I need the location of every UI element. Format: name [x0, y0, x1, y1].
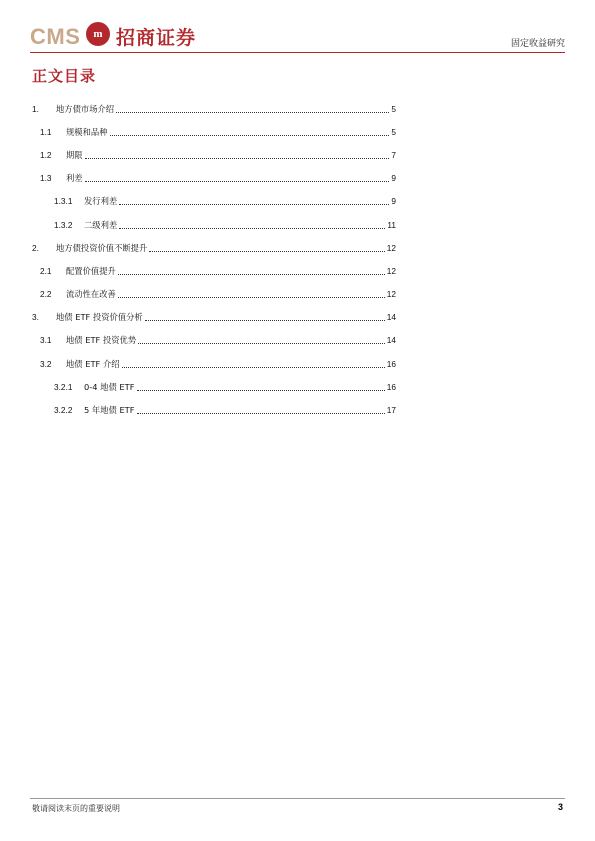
toc-entry-page: 12	[386, 242, 396, 253]
toc-dot-leader	[116, 111, 389, 113]
toc-dot-leader	[119, 227, 385, 229]
toc-entry-number: 3.2.2	[54, 405, 73, 416]
toc-dot-leader	[145, 319, 385, 321]
toc-entry-page: 5	[391, 103, 396, 114]
toc-entry[interactable]	[32, 375, 396, 398]
toc-dot-leader	[118, 273, 385, 275]
header-section-label: 固定收益研究	[510, 39, 565, 49]
toc-dot-leader	[149, 250, 384, 252]
table-of-contents	[32, 97, 396, 422]
toc-entry-page: 7	[391, 149, 396, 160]
toc-entry-label: 发行利差	[84, 196, 118, 207]
toc-entry-page: 17	[386, 405, 396, 416]
page-number: 3	[557, 802, 563, 812]
toc-dot-leader	[119, 203, 389, 205]
toc-entry-number: 3.2.1	[54, 381, 73, 392]
toc-entry[interactable]	[32, 329, 396, 352]
toc-entry-label: 地债 ETF 投资优势	[66, 335, 137, 346]
toc-entry[interactable]	[32, 398, 396, 421]
toc-entry-number: 1.3.2	[54, 219, 73, 230]
toc-entry-label: 地方债市场介绍	[56, 103, 115, 114]
toc-entry-label: 期限	[66, 149, 83, 160]
toc-dot-leader	[85, 180, 390, 182]
toc-entry-number: 2.1	[40, 265, 52, 276]
toc-entry-label: 地债 ETF 投资价值分析	[56, 312, 143, 323]
toc-entry[interactable]	[32, 283, 396, 306]
toc-entry-label: 0-4 地债 ETF	[84, 381, 135, 392]
toc-entry-number: 2.	[32, 242, 39, 253]
toc-entry-number: 1.1	[40, 126, 52, 137]
toc-entry-number: 3.2	[40, 358, 52, 369]
toc-entry-number: 1.3.1	[54, 196, 73, 207]
toc-entry-number: 1.	[32, 103, 39, 114]
toc-title: 正文目录	[32, 67, 97, 85]
toc-entry[interactable]	[32, 190, 396, 213]
toc-dot-leader	[138, 342, 385, 344]
toc-entry[interactable]	[32, 352, 396, 375]
footer-disclaimer: 敬请阅读末页的重要说明	[32, 804, 120, 813]
toc-entry-label: 配置价值提升	[66, 265, 116, 276]
toc-entry-page: 14	[386, 312, 396, 323]
toc-entry-number: 1.2	[40, 149, 52, 160]
toc-entry-label: 规模和品种	[66, 126, 108, 137]
toc-entry-page: 16	[386, 381, 396, 392]
footer-divider	[30, 798, 565, 799]
toc-entry-page: 12	[386, 265, 396, 276]
toc-entry-number: 2.2	[40, 289, 52, 300]
toc-dot-leader	[85, 157, 390, 159]
toc-entry-page: 11	[387, 219, 396, 230]
toc-entry-label: 利差	[66, 173, 83, 184]
toc-dot-leader	[110, 134, 390, 136]
logo-company-name: 招商证券	[116, 27, 197, 49]
toc-dot-leader	[137, 389, 385, 391]
toc-dot-leader	[137, 412, 385, 414]
toc-entry-label: 流动性在改善	[66, 289, 116, 300]
toc-entry[interactable]	[32, 167, 396, 190]
toc-entry[interactable]	[32, 236, 396, 259]
toc-entry-page: 9	[391, 173, 396, 184]
toc-entry-page: 16	[386, 358, 396, 369]
toc-entry-number: 1.3	[40, 173, 52, 184]
header-divider	[30, 52, 565, 53]
toc-entry-page: 9	[391, 196, 396, 207]
toc-entry[interactable]	[32, 306, 396, 329]
toc-entry-label: 地债 ETF 介绍	[66, 358, 120, 369]
logo-badge-icon: m	[86, 22, 110, 46]
toc-entry-number: 3.1	[40, 335, 52, 346]
toc-entry-label: 二级利差	[84, 219, 118, 230]
toc-entry-label: 5 年地债 ETF	[84, 405, 135, 416]
toc-entry-page: 5	[391, 126, 396, 137]
toc-entry[interactable]	[32, 143, 396, 166]
toc-entry-page: 14	[386, 335, 396, 346]
toc-dot-leader	[122, 366, 385, 368]
page-header	[30, 20, 565, 54]
toc-entry[interactable]	[32, 213, 396, 236]
toc-entry[interactable]	[32, 259, 396, 282]
toc-entry-label: 地方债投资价值不断提升	[56, 242, 148, 253]
toc-entry[interactable]	[32, 120, 396, 143]
toc-entry[interactable]	[32, 97, 396, 120]
logo-cms-text: CMS	[30, 24, 81, 49]
toc-entry-page: 12	[386, 289, 396, 300]
toc-dot-leader	[118, 296, 385, 298]
toc-entry-number: 3.	[32, 312, 39, 323]
